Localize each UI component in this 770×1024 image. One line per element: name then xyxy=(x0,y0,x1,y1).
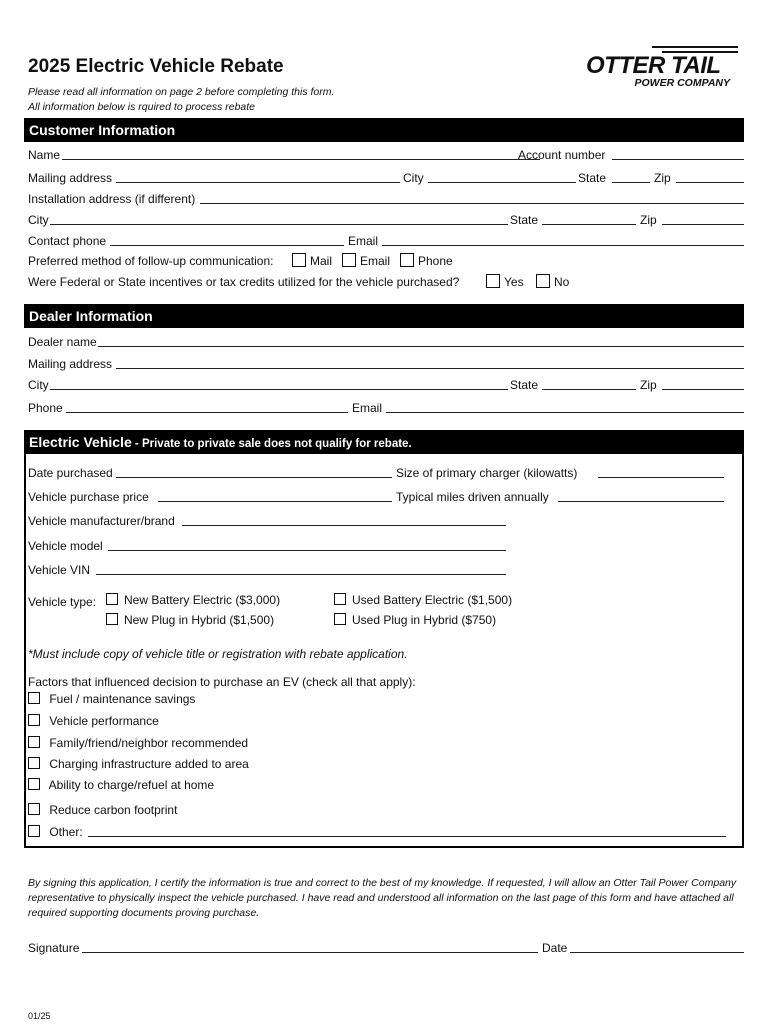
factor-checkbox[interactable] xyxy=(28,778,40,790)
zip-label: Zip xyxy=(654,171,671,185)
factor-checkbox[interactable] xyxy=(28,736,40,748)
vin-field[interactable] xyxy=(96,574,506,575)
certification-statement: By signing this application, I certify the information is true and correct to the best of my knowledge. If requested, I will allow an Otter Tail Power Company representative to physically inspect the vehicle purchased. I have read and understood all information on the last page of this form and have attached all required supporting documents proving purchase. xyxy=(28,877,737,919)
customer-name-row xyxy=(28,147,744,163)
used-bev-label: Used Battery Electric ($1,500) xyxy=(352,593,513,607)
signature-row xyxy=(28,940,744,956)
ev-heading-text: Electric Vehicle xyxy=(29,434,132,450)
installation-state-field[interactable] xyxy=(542,224,636,225)
account-label: Account number xyxy=(518,148,606,162)
mail-label: Mail xyxy=(310,254,333,268)
factor-label: Fuel / maintenance savings xyxy=(49,692,196,706)
factor-label: Ability to charge/refuel at home xyxy=(48,778,215,792)
factor-fuel-savings[interactable] xyxy=(28,691,195,707)
type-option-new-phev[interactable] xyxy=(106,612,274,628)
contact-phone-field[interactable] xyxy=(110,245,344,246)
dealer-email-label: Email xyxy=(352,401,383,415)
pref-mail-option[interactable] xyxy=(292,253,332,269)
date-label: Date xyxy=(542,941,568,955)
model-field[interactable] xyxy=(108,550,506,551)
phone-checkbox[interactable] xyxy=(400,253,414,267)
factor-charge-at-home[interactable] xyxy=(28,777,214,793)
no-checkbox[interactable] xyxy=(536,274,550,288)
new-phev-checkbox[interactable] xyxy=(106,613,118,625)
other-factor-field[interactable] xyxy=(88,836,726,837)
type-option-used-phev[interactable] xyxy=(334,612,496,628)
factor-checkbox[interactable] xyxy=(28,757,40,769)
signature-field[interactable] xyxy=(82,952,538,953)
email-option-label: Email xyxy=(360,254,391,268)
dealer-state-label: State xyxy=(510,378,539,392)
dealer-name-field[interactable] xyxy=(98,346,744,347)
yes-checkbox[interactable] xyxy=(486,274,500,288)
ev-price-row xyxy=(28,489,728,505)
factor-checkbox[interactable] xyxy=(28,692,40,704)
factor-other xyxy=(28,824,728,840)
dealer-phone-field[interactable] xyxy=(66,412,348,413)
ev-heading-note: - Private to private sale does not qualify for rebate. xyxy=(131,438,412,450)
purchase-price-field[interactable] xyxy=(158,501,392,502)
zip-label: Zip xyxy=(640,213,657,227)
purchase-price-label: Vehicle purchase price xyxy=(28,490,149,504)
mailing-address-label: Mailing address xyxy=(28,171,113,185)
mailing-address-field[interactable] xyxy=(116,182,400,183)
new-bev-checkbox[interactable] xyxy=(106,593,118,605)
dealer-email-field[interactable] xyxy=(386,412,744,413)
factor-label: Vehicle performance xyxy=(49,714,159,728)
manufacturer-label: Vehicle manufacturer/brand xyxy=(28,514,175,528)
state-field[interactable] xyxy=(612,182,650,183)
dealer-name-label: Dealer name xyxy=(28,335,97,349)
installation-city-field[interactable] xyxy=(50,224,508,225)
dealer-state-field[interactable] xyxy=(542,389,636,390)
logo-main-text: OTTER TAIL xyxy=(586,52,721,79)
form-revision-code: 01/25 xyxy=(28,1011,51,1021)
factor-carbon-footprint[interactable] xyxy=(28,802,177,818)
required-note: All information below is rquired to process rebate xyxy=(28,101,256,113)
dealer-city-row xyxy=(28,377,744,393)
customer-mailing-row xyxy=(28,170,744,186)
vehicle-type-label: Vehicle type: xyxy=(28,595,97,609)
ev-manufacturer-row xyxy=(28,513,728,529)
title-requirement-note: *Must include copy of vehicle title or registration with rebate application. xyxy=(28,647,408,661)
ev-section-heading xyxy=(24,430,744,454)
dealer-section-heading: Dealer Information xyxy=(24,304,744,328)
factors-label: Factors that influenced decision to purchase an EV (check all that apply): xyxy=(28,675,416,689)
incentives-no-option[interactable] xyxy=(536,274,569,290)
city-label: City xyxy=(403,171,424,185)
zip-field[interactable] xyxy=(676,182,744,183)
incentives-question: Were Federal or State incentives or tax credits utilized for the vehicle purchased? xyxy=(28,275,460,289)
state-label: State xyxy=(510,213,539,227)
no-label: No xyxy=(554,275,570,289)
factor-checkbox[interactable] xyxy=(28,825,40,837)
installation-address-field[interactable] xyxy=(200,203,744,204)
factor-label: Family/friend/neighbor recommended xyxy=(49,736,249,750)
pref-phone-option[interactable] xyxy=(400,253,453,269)
ev-model-row xyxy=(28,538,728,554)
dealer-phone-label: Phone xyxy=(28,401,63,415)
email-checkbox[interactable] xyxy=(342,253,356,267)
new-phev-label: New Plug in Hybrid ($1,500) xyxy=(124,613,275,627)
installation-zip-field[interactable] xyxy=(662,224,744,225)
mail-checkbox[interactable] xyxy=(292,253,306,267)
factor-recommended[interactable] xyxy=(28,735,248,751)
dealer-mailing-field[interactable] xyxy=(116,368,744,369)
dealer-zip-field[interactable] xyxy=(662,389,744,390)
contact-row xyxy=(28,233,744,249)
used-bev-checkbox[interactable] xyxy=(334,593,346,605)
dealer-city-label: City xyxy=(28,378,49,392)
logo-sub-text: POWER COMPANY xyxy=(634,77,730,89)
dealer-mailing-row xyxy=(28,356,744,372)
preferred-contact-label: Preferred method of follow-up communication: xyxy=(28,254,274,268)
dealer-city-field[interactable] xyxy=(50,389,508,390)
contact-phone-label: Contact phone xyxy=(28,234,107,248)
used-phev-checkbox[interactable] xyxy=(334,613,346,625)
ev-vin-row xyxy=(28,562,728,578)
signature-label: Signature xyxy=(28,941,80,955)
vin-label: Vehicle VIN xyxy=(28,563,91,577)
signature-date-field[interactable] xyxy=(570,952,744,953)
miles-driven-label: Typical miles driven annually xyxy=(396,490,549,504)
email-label: Email xyxy=(348,234,379,248)
type-option-new-bev[interactable] xyxy=(106,592,280,608)
installation-city-row xyxy=(28,212,744,228)
name-label: Name xyxy=(28,148,61,162)
pref-email-option[interactable] xyxy=(342,253,390,269)
email-field[interactable] xyxy=(382,245,744,246)
company-logo xyxy=(584,46,738,92)
dealer-mailing-label: Mailing address xyxy=(28,357,113,371)
installation-address-label: Installation address (if different) xyxy=(28,192,196,206)
model-label: Vehicle model xyxy=(28,539,103,553)
factor-other-option[interactable] xyxy=(28,824,83,840)
factor-vehicle-performance[interactable] xyxy=(28,713,159,729)
factor-charging-infrastructure[interactable] xyxy=(28,756,249,772)
installation-address-row xyxy=(28,191,744,207)
ev-date-row xyxy=(28,465,728,481)
manufacturer-field[interactable] xyxy=(182,525,506,526)
miles-driven-field[interactable] xyxy=(558,501,724,502)
factor-checkbox[interactable] xyxy=(28,714,40,726)
date-purchased-field[interactable] xyxy=(116,477,392,478)
type-option-used-bev[interactable] xyxy=(334,592,512,608)
state-label: State xyxy=(578,171,607,185)
customer-section-heading: Customer Information xyxy=(24,118,744,142)
date-purchased-label: Date purchased xyxy=(28,466,113,480)
incentives-yes-option[interactable] xyxy=(486,274,524,290)
factor-label: Reduce carbon footprint xyxy=(49,803,178,817)
factor-checkbox[interactable] xyxy=(28,803,40,815)
account-number-field[interactable] xyxy=(612,159,744,160)
factor-label: Other: xyxy=(49,825,83,839)
city-field[interactable] xyxy=(428,182,576,183)
charger-size-label: Size of primary charger (kilowatts) xyxy=(396,466,578,480)
used-phev-label: Used Plug in Hybrid ($750) xyxy=(352,613,497,627)
charger-size-field[interactable] xyxy=(598,477,724,478)
phone-label: Phone xyxy=(418,254,453,268)
instructions-note: Please read all information on page 2 before completing this form. xyxy=(28,86,335,98)
dealer-contact-row xyxy=(28,400,744,416)
factor-label: Charging infrastructure added to area xyxy=(49,757,249,771)
dealer-zip-label: Zip xyxy=(640,378,657,392)
new-bev-label: New Battery Electric ($3,000) xyxy=(124,593,281,607)
city-label: City xyxy=(28,213,49,227)
yes-label: Yes xyxy=(504,275,524,289)
form-title: 2025 Electric Vehicle Rebate xyxy=(28,56,284,77)
dealer-name-row xyxy=(28,334,744,350)
name-field[interactable] xyxy=(62,159,540,160)
